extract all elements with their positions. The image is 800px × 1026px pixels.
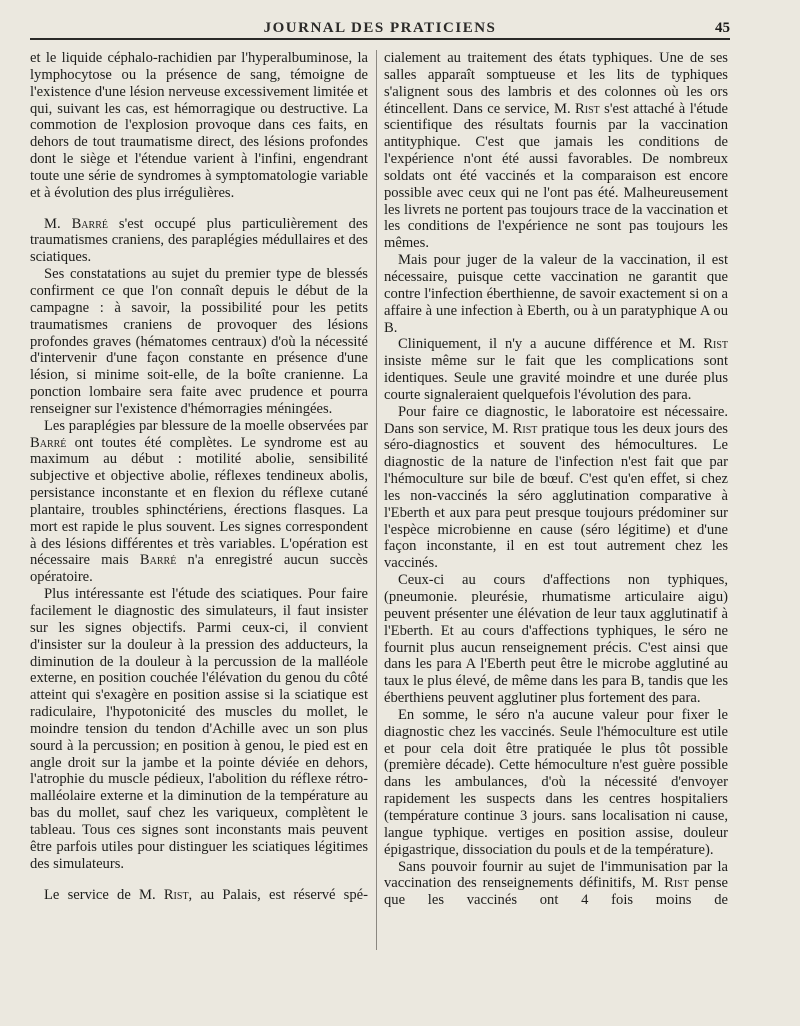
- author-name: Barré: [139, 552, 177, 569]
- paragraph-text: Cliniquement, il n'y a aucune différence et M.: [398, 336, 704, 353]
- author-name: Barré: [71, 215, 108, 232]
- author-name: Rist: [664, 875, 689, 892]
- paragraph-text: s'est attaché à l'étude scientifique des résultats fournis par la vaccination antityphique. C'est que jamais les conditions de l'expérience n'ont été aussi favorables. De nombreux soldats ont été vaccinés et la comparaison est encore possible avec ceux qui ne l'ont pas été. Malheureusement les livrets ne portent pas toujours trace de la vaccination et les conditions de l'expérience ne sont pas toujours les mêmes.: [384, 100, 728, 252]
- author-name: Barré: [30, 434, 67, 451]
- paragraph: [384, 572, 728, 707]
- paragraph: [384, 404, 728, 572]
- journal-title: JOURNAL DES PRATICIENS: [263, 20, 497, 36]
- paragraph: [384, 252, 728, 336]
- paragraph: [30, 418, 368, 586]
- author-name: Rist: [703, 336, 728, 353]
- paragraph-text: , au Palais, est réservé spé-: [188, 886, 368, 903]
- paragraph-text: Plus intéressante est l'étude des sciatiques. Pour faire facilement le diagnostic des simulateurs, il faut insister sur les signes objectifs. Parmi ceux-ci, il convient d'insister sur la douleur à la pression des adducteurs, la diminution de la douleur à la percussion de la malléole externe, en position couchée l'élévation du genou du côté atteint qui s'exagère en position assise si la sciatique est radiculaire, l'hypotonicité des muscles du mollet, le moindre tension du tendon d'Achille avec un son plus sourd à la percussion; en position à genou, le pied est en angle droit sur la jambe et la pointe déviée en dehors, l'atrophie du muscle pédieux, l'abolition du réflexe rétro-malléolaire externe et la diminution de la température au bas du mollet, sauf chez les variqueux, complètent le tableau. Tous ces signes sont inconstants mais peuvent être parfois utiles pour distinguer les sciatiques légitimes des simulateurs.: [30, 586, 368, 872]
- column-divider: [376, 50, 377, 950]
- author-name: Rist: [512, 420, 538, 437]
- paragraph-text: cialement au traitement des états typhiques. Une de ses salles apparaît somptueuse et les lits de typhiques s'alignent sous des lambris et des colonnes où les ors étincellent. Dans ce service, M.: [384, 50, 728, 117]
- left-column: [30, 50, 368, 903]
- paragraph-text: Pour faire ce diagnostic, le laboratoire est nécessaire. Dans son service, M.: [384, 403, 728, 437]
- paragraph-text: M.: [44, 215, 72, 232]
- paragraph-text: insiste même sur le fait que les complications sont identiques. Seule une gravité moindre et une durée plus courte signaleraient quelquefois l'évolution des para.: [384, 353, 728, 403]
- paragraph-text: et le liquide céphalo-rachidien par l'hyperalbuminose, la lymphocytose ou la présence de sang, témoigne de l'existence d'une lésion nerveuse excessivement limitée et qui, suivant les cas, est hémorragique ou destructive. La commotion de l'explosion provoque dans ces faits, en dehors de tout traumatisme direct, des lésions profondes dont le siège et l'étendue varient à l'infini, engendrant toute une série de syndromes à symptomatologie variable et à évolution des plus irrégulières.: [30, 50, 368, 201]
- author-name: Rist: [163, 886, 189, 903]
- paragraph-text: s'est occupé plus particulièrement des traumatismes craniens, des paraplégies médullaires et des sciatiques.: [30, 215, 368, 266]
- paragraph-text: ont toutes été complètes. Le syndrome est au maximum au début : motilité abolie, sensibilité subjective et objective abolie, réflexes tendineux abolis, persistance inconstante et en flexion du réflexe cutané plantaire, troubles sphinctériens, érections flasques. La mort est rapide le plus souvent. Les signes correspondent à des lésions différentes et très variables. L'opération est nécessaire mais: [30, 434, 368, 569]
- right-column: [384, 50, 728, 909]
- header-rule: [30, 38, 730, 40]
- paragraph: [30, 266, 368, 418]
- paragraph: [384, 859, 728, 910]
- paragraph: [384, 707, 728, 859]
- paragraph-text: Mais pour juger de la valeur de la vaccination, il est nécessaire, puisque cette vaccination ne garantit que contre l'infection éberthienne, de savoir exactement si on a affaire à une infection à Eberth, ou à un paratyphique A ou B.: [384, 252, 728, 336]
- paragraph: [30, 586, 368, 872]
- paragraph-text: Ses constatations au sujet du premier type de blessés confirment ce que l'on connaît depuis le début de la campagne : à savoir, la possibilité pour les petits traumatismes craniens de provoquer des lésions profondes graves (hématomes centraux) d'où la nécessité d'intervenir d'une façon constante en présence d'une lésion, si minime soit-elle, de la boîte cranienne. La ponction lombaire sera faite avec prudence et pourra renseigner sur l'existence d'hémorragies méningées.: [30, 266, 368, 417]
- paragraph: [30, 216, 368, 267]
- author-name: Rist: [575, 100, 600, 117]
- paragraph: [30, 50, 368, 202]
- paragraph-text: Ceux-ci au cours d'affections non typhiques, (pneumonie. pleurésie, rhumatisme articulaire aigu) peuvent présenter une élévation de leur taux agglutinatif à l'Eberth. Et au cours d'affections typhiques, le séro ne fournit plus aucun renseignement précis. C'est ainsi que dans les para A l'Eberth peut être le microbe agglutiné au taux le plus élevé, de même dans les para B, tandis que les éberthiens peuvent agglutiner plus fortement des para.: [384, 572, 728, 707]
- paragraph-text: pense que les vaccinés ont 4 fois moins de: [384, 875, 728, 909]
- paragraph: [30, 887, 368, 904]
- paragraph: [384, 336, 728, 403]
- page-number: 45: [715, 20, 730, 36]
- running-header: [30, 14, 730, 38]
- paragraph-text: n'a enregistré aucun succès opératoire.: [30, 552, 368, 586]
- paragraph-text: Le service de M.: [44, 886, 164, 903]
- paragraph-text: Sans pouvoir fournir au sujet de l'immunisation par la vaccination des renseignements définitifs, M.: [384, 858, 728, 892]
- paragraph: [384, 50, 728, 252]
- paragraph-text: Les paraplégies par blessure de la moelle observées par: [44, 417, 368, 434]
- paragraph-text: pratique tous les deux jours des séro-diagnostics et souvent des hémocultures. Le diagnostic de la nature de l'infection n'est fait que par l'hémoculture sur bile de bœuf. C'est qu'en effet, si chez les non-vaccinés la séro agglutination comparative à l'Eberth et aux para peut presque toujours prédominer sur l'espèce microbienne en cause (séro légitime) et d'une façon inconstante, il en est tout autrement chez les vaccinés.: [384, 420, 728, 572]
- paragraph-text: En somme, le séro n'a aucune valeur pour fixer le diagnostic chez les vaccinés. Seule l'hémoculture est utile et pour cela doit être pratiquée le plus tôt possible (première décade). Cette hémoculture n'est guère possible dans les ambulances, d'où la nécessité d'envoyer rapidement les suspects dans les centres hospitaliers (température continue 3 jours. sans localisation ni cause, langue typhique. vertiges en position assise, douleur épigastrique, dissociation du pouls et de la température).: [384, 706, 728, 858]
